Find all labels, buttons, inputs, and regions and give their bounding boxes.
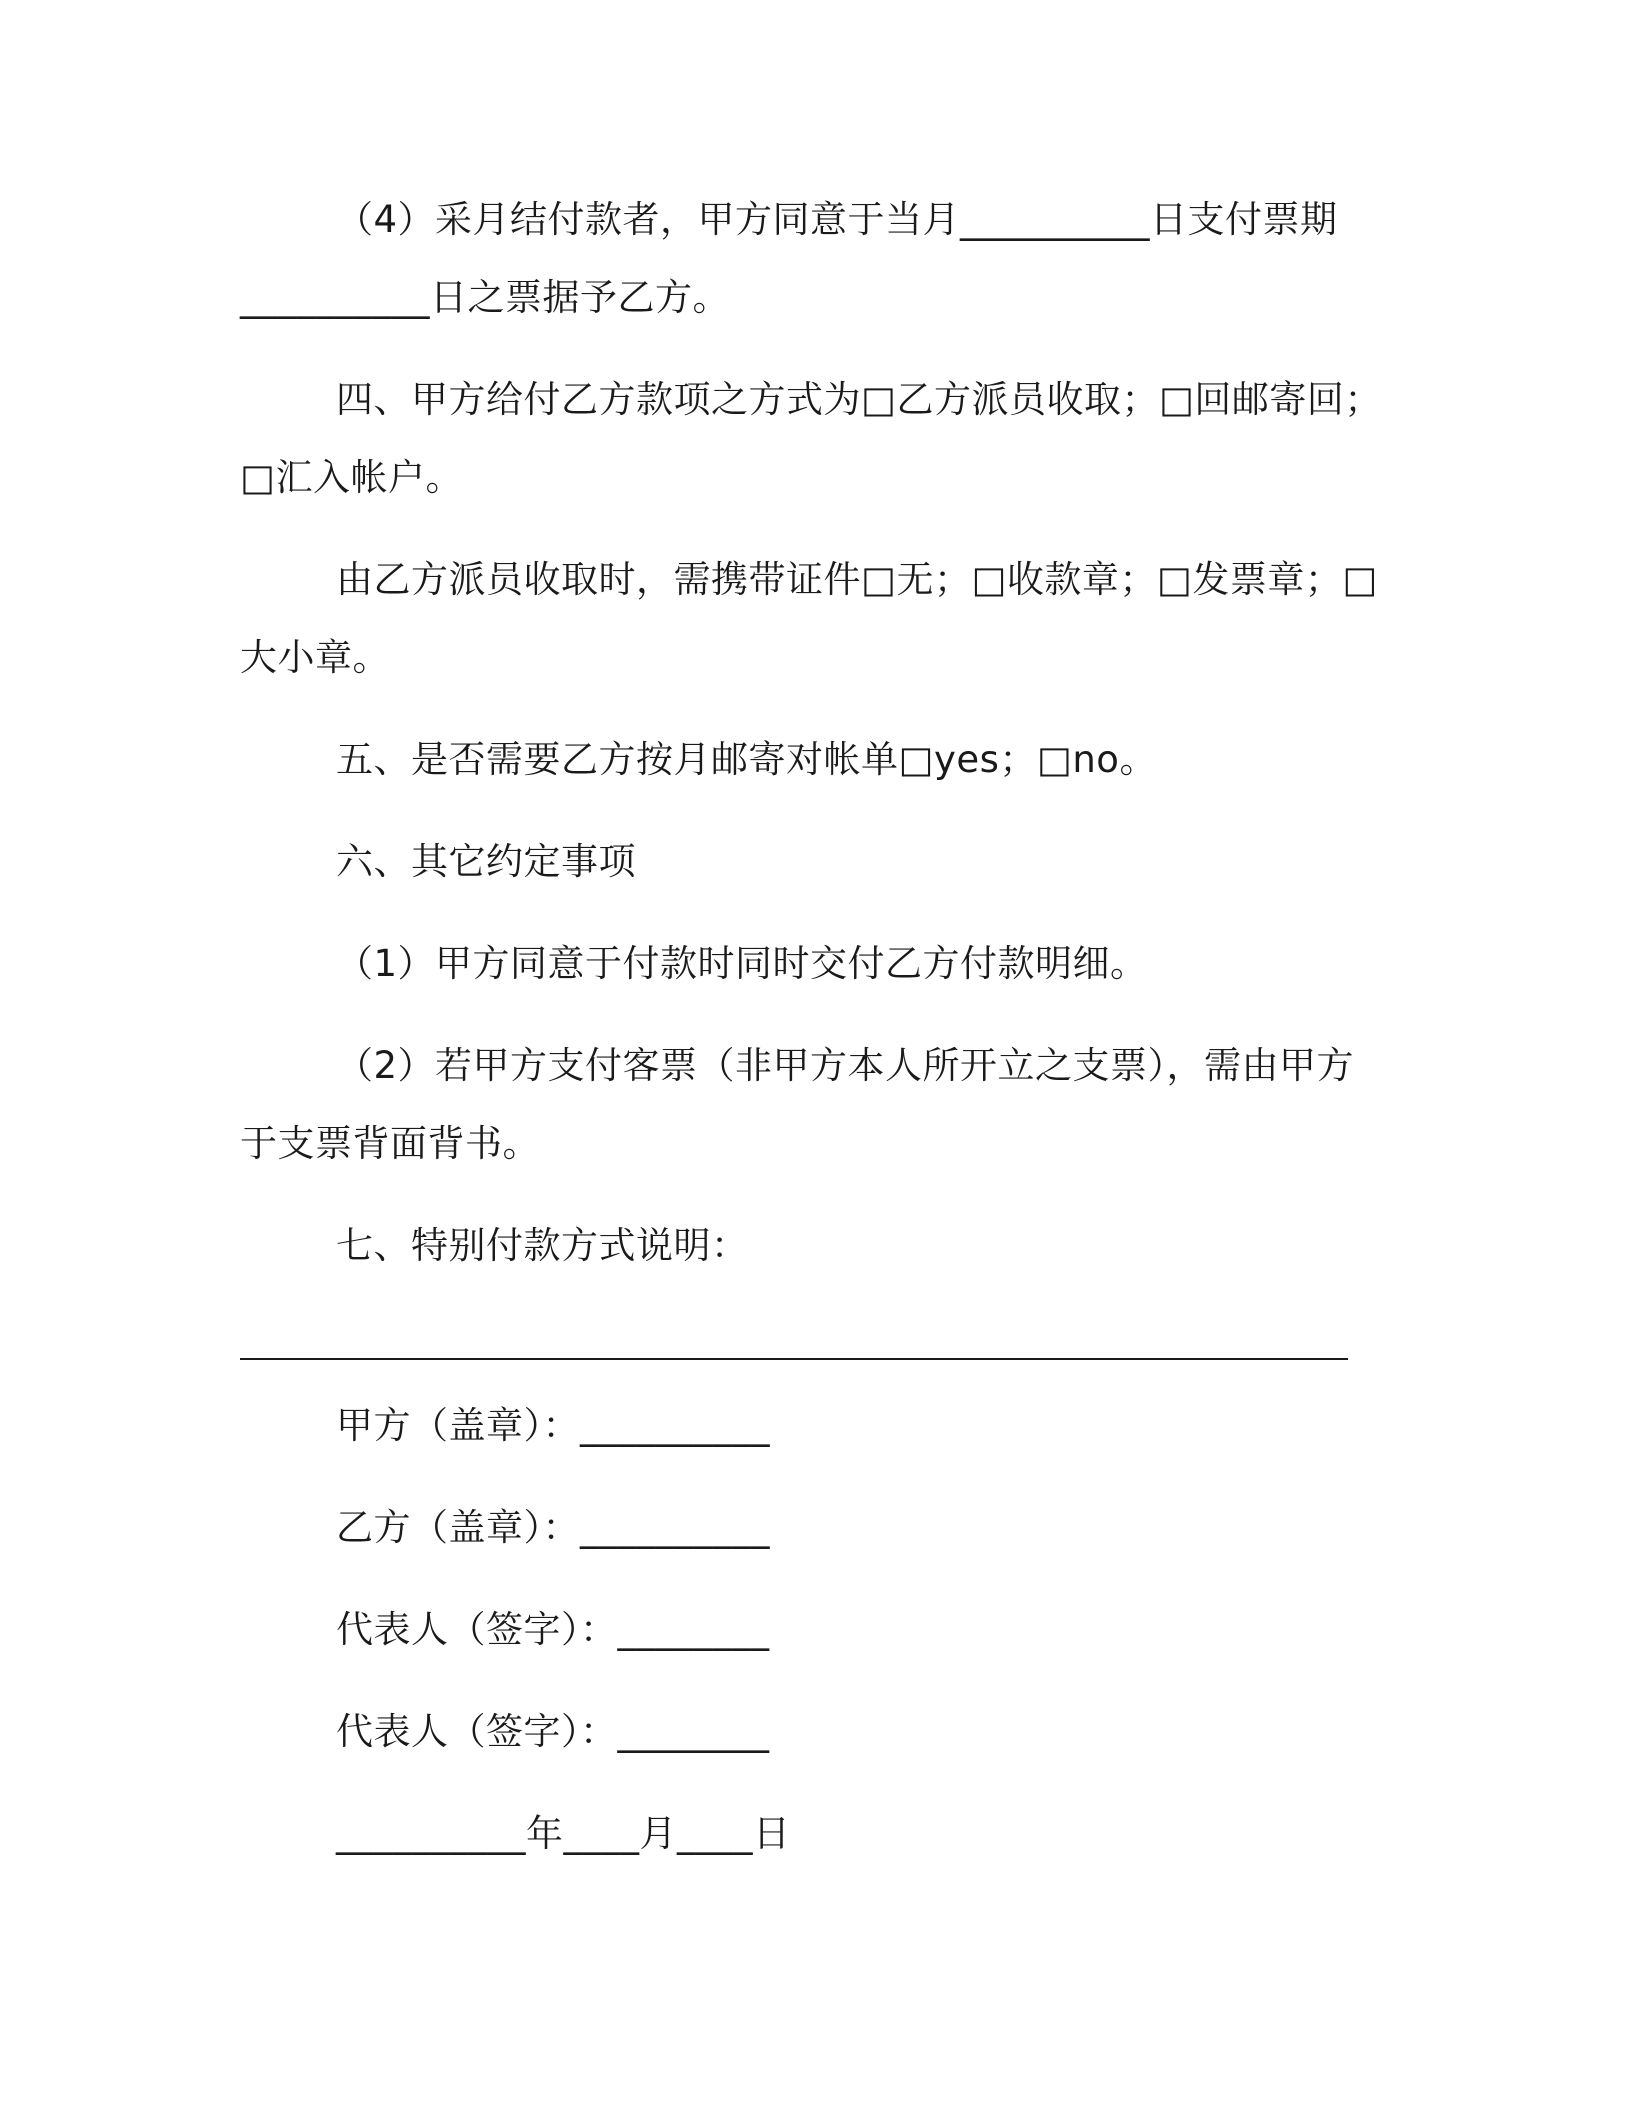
section-6-title: 六、其它约定事项 (336, 840, 636, 883)
special-payment-blank-line (240, 1358, 1348, 1360)
section-7-title: 七、特别付款方式说明： (336, 1224, 749, 1267)
party-b-seal-line: 乙方（盖章）：__________ (336, 1506, 770, 1549)
representative-signature-line-1: 代表人（签字）：________ (336, 1608, 770, 1651)
section-6-item-2-line-1: （2）若甲方支付客票（非甲方本人所开立之支票），需由甲方 (336, 1044, 1355, 1087)
clause-4-monthly-payment-line-1: （4）采月结付款者，甲方同意于当月__________日支付票期 (336, 198, 1338, 241)
clause-4-monthly-payment-line-2: __________日之票据予乙方。 (240, 276, 730, 319)
section-6-item-1: （1）甲方同意于付款时同时交付乙方付款明细。 (336, 942, 1148, 985)
collection-documents-line-1: 由乙方派员收取时，需携带证件□无；□收款章；□发票章；□ (336, 558, 1378, 601)
section-4-payment-method-line-2: □汇入帐户。 (240, 456, 463, 499)
collection-documents-line-2: 大小章。 (240, 636, 390, 679)
section-4-payment-method-line-1: 四、甲方给付乙方款项之方式为□乙方派员收取；□回邮寄回； (336, 378, 1382, 421)
party-a-seal-line: 甲方（盖章）：__________ (336, 1404, 770, 1447)
section-6-item-2-line-2: 于支票背面背书。 (240, 1122, 540, 1165)
representative-signature-line-2: 代表人（签字）：________ (336, 1710, 770, 1753)
section-5-statement-mailing: 五、是否需要乙方按月邮寄对帐单□yes；□no。 (336, 738, 1157, 781)
date-line: __________年____月____日 (336, 1812, 791, 1855)
